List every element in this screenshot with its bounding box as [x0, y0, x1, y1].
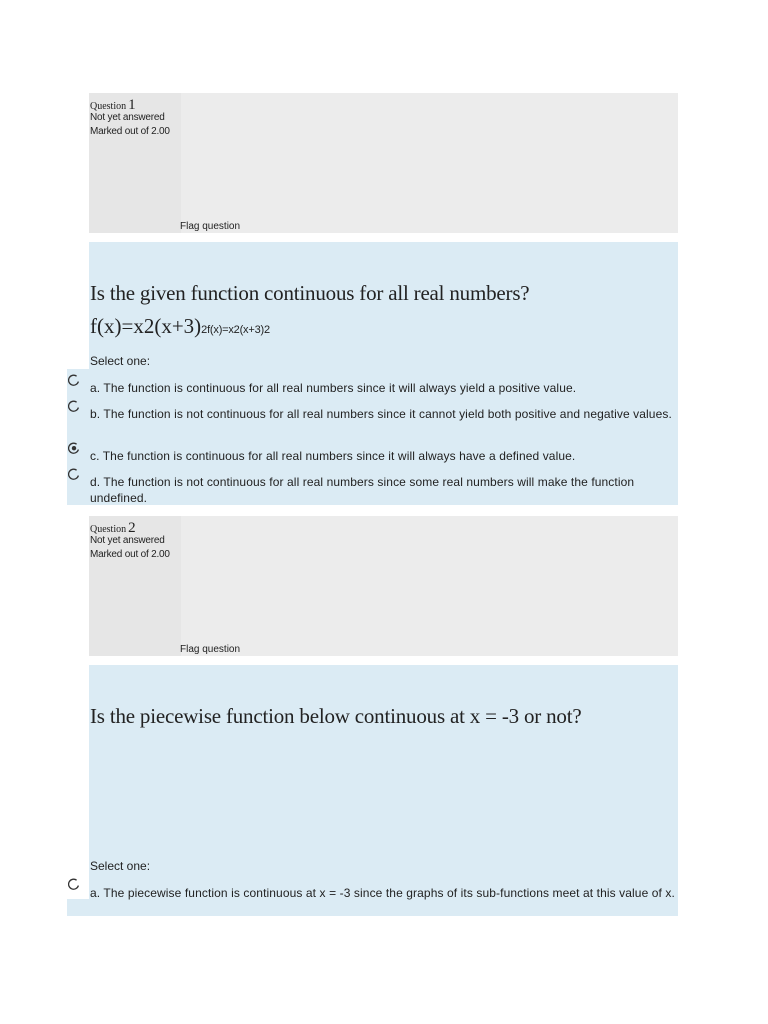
question-1-option-d[interactable]: d. The function is not continuous for all real numbers since some real numbers will make the function undefined.	[90, 475, 635, 505]
question-1-formula-alt-text: 2f(x)=x2(x+3)2	[201, 324, 270, 336]
question-2-flag-link[interactable]: Flag question	[180, 644, 241, 655]
radio-unchecked-icon	[68, 878, 80, 890]
question-1-option-c[interactable]: c. The function is continuous for all real numbers since it will always have a defined value.	[90, 449, 576, 463]
question-1-label: Question	[90, 101, 127, 112]
question-2-marks: Marked out of 2.00	[90, 549, 170, 560]
question-2-options-margin	[67, 899, 89, 916]
question-1-option-a-radio[interactable]	[68, 374, 80, 386]
question-2-select-label: Select one:	[90, 859, 151, 873]
radio-unchecked-icon	[68, 468, 80, 480]
radio-unchecked-icon	[68, 374, 80, 386]
radio-checked-icon	[68, 442, 80, 454]
question-2-content	[89, 665, 678, 916]
question-1-info	[89, 93, 678, 233]
question-1-option-d-radio[interactable]	[68, 468, 80, 480]
question-2-number: 2	[128, 520, 136, 536]
question-2-info	[89, 516, 678, 656]
question-1-options-margin	[67, 369, 89, 505]
question-2-label: Question	[90, 524, 127, 535]
question-1-status: Not yet answered	[90, 112, 165, 123]
radio-unchecked-icon	[68, 400, 80, 412]
question-2-prompt: Is the piecewise function below continuous at x = -3 or not?	[90, 704, 582, 728]
question-1-prompt: Is the given function continuous for all real numbers?	[90, 281, 530, 305]
question-1-formula	[90, 314, 270, 339]
question-1-option-b[interactable]: b. The function is not continuous for all real numbers since it cannot yield both positive and negative values.	[90, 407, 672, 421]
question-1-number: 1	[128, 97, 136, 113]
question-2-status: Not yet answered	[90, 535, 165, 546]
question-1-flag-link[interactable]: Flag question	[180, 221, 241, 232]
question-1-option-a[interactable]: a. The function is continuous for all real numbers since it will always yield a positive value.	[90, 381, 577, 395]
question-1-option-b-radio[interactable]	[68, 400, 80, 412]
question-2-option-a-radio[interactable]	[68, 878, 80, 890]
question-1-marks: Marked out of 2.00	[90, 126, 170, 137]
question-1-select-label: Select one:	[90, 354, 151, 368]
question-1-option-c-radio[interactable]	[68, 442, 80, 454]
question-2-option-a[interactable]: a. The piecewise function is continuous at x = -3 since the graphs of its sub-functions meet at this value of x.	[90, 886, 675, 900]
question-1-formula-rendered: f(x)=x2(x+3)	[90, 314, 202, 338]
